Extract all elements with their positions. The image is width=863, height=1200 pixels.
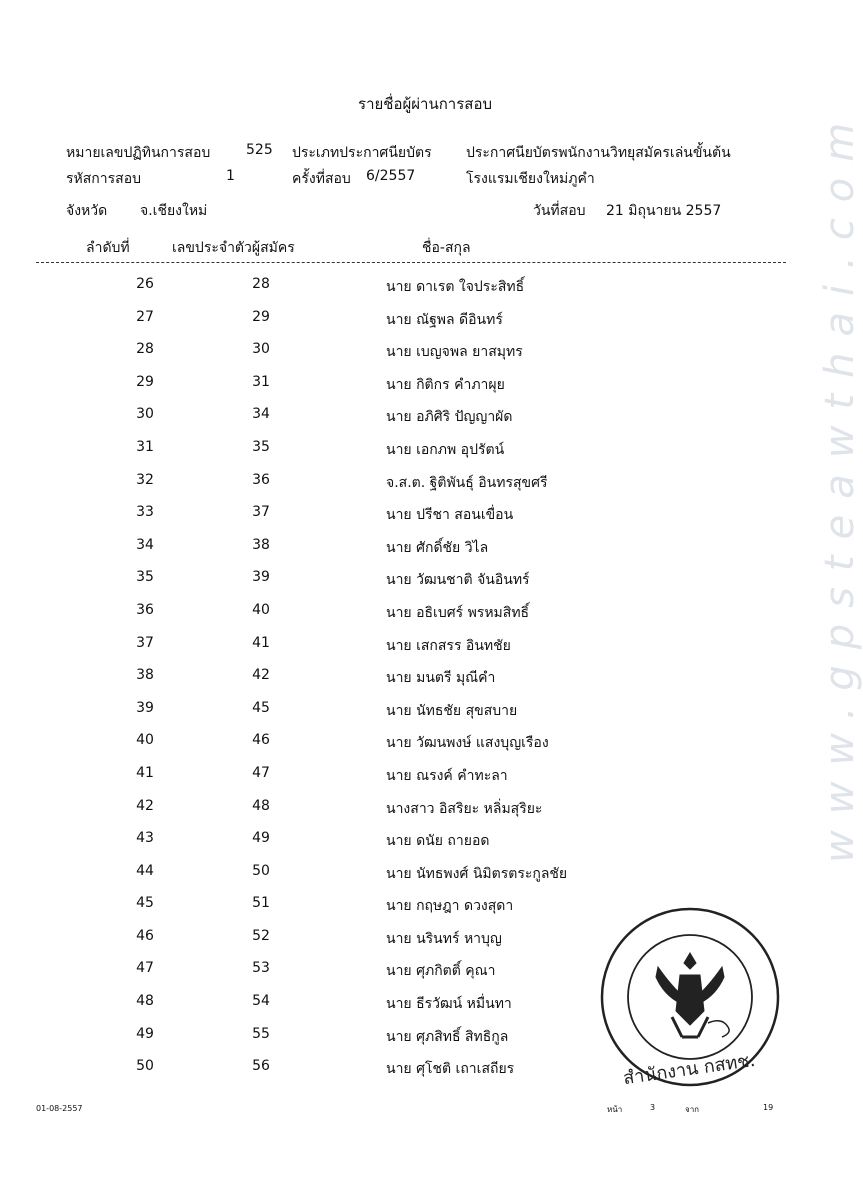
table-row bbox=[0, 400, 850, 433]
name-cell: นาย ศักดิ์ชัย วิไล bbox=[386, 539, 489, 556]
id-cell: 40 bbox=[252, 601, 270, 618]
header-divider bbox=[36, 262, 786, 263]
table-row bbox=[0, 694, 850, 727]
id-cell: 28 bbox=[252, 276, 270, 292]
name-cell: นาย นัทธชัย สุขสบาย bbox=[386, 702, 518, 719]
seq-cell: 43 bbox=[136, 830, 154, 847]
document-title: รายชื่อผู้ผ่านการสอบ bbox=[358, 95, 492, 113]
seq-cell: 45 bbox=[136, 895, 154, 912]
name-cell: นาย ณรงค์ คำทะลา bbox=[386, 767, 508, 784]
id-cell: 46 bbox=[252, 732, 270, 749]
column-header-name: ชื่อ-สกุล bbox=[422, 240, 471, 256]
name-cell: นาย นรินทร์ หาบุญ bbox=[386, 930, 502, 947]
seq-cell: 36 bbox=[136, 601, 154, 618]
seq-cell: 39 bbox=[136, 699, 154, 716]
id-cell: 49 bbox=[252, 830, 270, 847]
exam-date-value: 21 มิถุนายน 2557 bbox=[606, 203, 722, 219]
column-header-id: เลขประจำตัวผู้สมัคร bbox=[172, 240, 295, 256]
watermark-text: www.gpsteawthai.com bbox=[817, 106, 863, 863]
seq-cell: 40 bbox=[136, 732, 154, 749]
id-cell: 45 bbox=[252, 699, 270, 716]
table-row bbox=[0, 303, 850, 336]
page-label: หน้า bbox=[607, 1105, 623, 1114]
seq-cell: 31 bbox=[136, 438, 154, 455]
seq-cell: 27 bbox=[136, 308, 154, 325]
exam-code-value: 1 bbox=[226, 168, 235, 184]
id-cell: 50 bbox=[252, 862, 270, 879]
seq-cell: 33 bbox=[136, 504, 154, 521]
id-cell: 34 bbox=[252, 406, 270, 423]
name-cell: นาย ศุภกิตติ์ คุณา bbox=[386, 963, 496, 980]
id-cell: 51 bbox=[252, 895, 270, 912]
seq-cell: 38 bbox=[136, 667, 154, 684]
seq-cell: 41 bbox=[136, 764, 154, 781]
province-label: จังหวัด bbox=[66, 203, 108, 219]
exam-code-label: รหัสการสอบ bbox=[66, 171, 141, 187]
table-row bbox=[0, 792, 850, 825]
id-cell: 47 bbox=[252, 764, 270, 781]
name-cell: นาย ดนัย ถายอด bbox=[386, 833, 490, 850]
name-cell: นาย ศุโชติ เถาเสถียร bbox=[386, 1061, 515, 1078]
seq-cell: 37 bbox=[136, 634, 154, 651]
id-cell: 38 bbox=[252, 536, 270, 553]
seq-cell: 44 bbox=[136, 862, 154, 879]
table-row bbox=[0, 368, 850, 401]
seq-cell: 49 bbox=[136, 1025, 154, 1042]
id-cell: 30 bbox=[252, 341, 270, 358]
table-row bbox=[0, 498, 850, 531]
table-row bbox=[0, 857, 850, 890]
page-number: 3 bbox=[650, 1103, 656, 1112]
table-row bbox=[0, 433, 850, 466]
name-cell: นางสาว อิสริยะ หลิ่มสุริยะ bbox=[386, 800, 543, 817]
table-row bbox=[0, 661, 850, 694]
name-cell: นาย นัทธพงศ์ นิมิตรตระกูลชัย bbox=[386, 865, 568, 882]
id-cell: 37 bbox=[252, 504, 270, 521]
table-row bbox=[0, 335, 850, 368]
id-cell: 48 bbox=[252, 797, 270, 814]
seq-cell: 30 bbox=[136, 406, 154, 423]
cert-type-value: ประกาศนียบัตรพนักงานวิทยุสมัครเล่นขั้นต้น bbox=[466, 145, 731, 161]
table-row bbox=[0, 726, 850, 759]
id-cell: 36 bbox=[252, 471, 270, 488]
cert-type-label: ประเภทประกาศนียบัตร bbox=[292, 145, 432, 161]
name-cell: จ.ส.ต. ฐิติพันธุ์ อินทรสุขศรี bbox=[386, 474, 548, 491]
name-cell: นาย อภิศิริ ปัญญาผัด bbox=[386, 409, 513, 426]
table-row bbox=[0, 596, 850, 629]
table-row bbox=[0, 759, 850, 792]
seq-cell: 48 bbox=[136, 993, 154, 1010]
name-cell: นาย เบญจพล ยาสมุทร bbox=[386, 344, 523, 361]
id-cell: 35 bbox=[252, 438, 270, 455]
print-date: 01-08-2557 bbox=[36, 1104, 83, 1113]
id-cell: 42 bbox=[252, 667, 270, 684]
id-cell: 41 bbox=[252, 634, 270, 651]
seal-text: สำนักงาน กสทช. bbox=[621, 1049, 757, 1090]
seq-cell: 29 bbox=[136, 373, 154, 390]
name-cell: นาย เอกภพ อุปรัตน์ bbox=[386, 441, 505, 458]
seq-cell: 34 bbox=[136, 536, 154, 553]
exam-no-label: หมายเลขปฏิทินการสอบ bbox=[66, 145, 211, 161]
id-cell: 31 bbox=[252, 373, 270, 390]
name-cell: นาย วัฒนพงษ์ แสงบุญเรือง bbox=[386, 735, 549, 752]
table-row bbox=[0, 629, 850, 662]
garuda-emblem-icon bbox=[656, 953, 724, 1037]
name-cell: นาย ธีรวัฒน์ หมื่นทา bbox=[386, 996, 512, 1013]
table-row bbox=[0, 466, 850, 499]
id-cell: 53 bbox=[252, 960, 270, 977]
seq-cell: 35 bbox=[136, 569, 154, 586]
total-pages: 19 bbox=[763, 1103, 774, 1112]
seq-cell: 42 bbox=[136, 797, 154, 814]
name-cell: นาย ดาเรต ใจประสิทธิ์ bbox=[386, 279, 525, 295]
name-cell: นาย ศุภสิทธิ์ สิทธิกูล bbox=[386, 1028, 509, 1045]
table-row bbox=[0, 824, 850, 857]
exam-no-value: 525 bbox=[246, 142, 273, 158]
table-row bbox=[0, 563, 850, 596]
table-row bbox=[0, 270, 850, 303]
name-cell: นาย เสกสรร อินทชัย bbox=[386, 637, 511, 654]
name-cell: นาย วัฒนชาติ จันอินทร์ bbox=[386, 572, 530, 589]
round-value: 6/2557 bbox=[366, 168, 416, 184]
seq-cell: 26 bbox=[136, 276, 154, 292]
province-value: จ.เชียงใหม่ bbox=[140, 203, 208, 219]
official-seal bbox=[598, 905, 782, 1089]
seq-cell: 46 bbox=[136, 927, 154, 944]
venue: โรงแรมเชียงใหม่ภูคำ bbox=[466, 171, 595, 187]
seq-cell: 50 bbox=[136, 1058, 154, 1075]
signature-mark bbox=[708, 1021, 729, 1037]
id-cell: 55 bbox=[252, 1025, 270, 1042]
seq-cell: 47 bbox=[136, 960, 154, 977]
name-cell: นาย กิติกร คำภาผุย bbox=[386, 376, 505, 393]
seq-cell: 28 bbox=[136, 341, 154, 358]
name-cell: นาย ณัฐพล ดีอินทร์ bbox=[386, 311, 503, 328]
round-label: ครั้งที่สอบ bbox=[292, 171, 351, 187]
id-cell: 29 bbox=[252, 308, 270, 325]
of-label: จาก bbox=[685, 1105, 700, 1114]
id-cell: 56 bbox=[252, 1058, 270, 1075]
name-cell: นาย ปรีชา สอนเขื่อน bbox=[386, 507, 514, 524]
id-cell: 54 bbox=[252, 993, 270, 1010]
column-header-seq: ลำดับที่ bbox=[86, 240, 130, 256]
name-cell: นาย มนตรี มุณีคำ bbox=[386, 670, 496, 687]
id-cell: 39 bbox=[252, 569, 270, 586]
table-row bbox=[0, 531, 850, 564]
seq-cell: 32 bbox=[136, 471, 154, 488]
exam-date-label: วันที่สอบ bbox=[533, 203, 586, 219]
name-cell: นาย กฤษฎา ดวงสุดา bbox=[386, 898, 514, 915]
id-cell: 52 bbox=[252, 927, 270, 944]
name-cell: นาย อธิเบศร์ พรหมสิทธิ์ bbox=[386, 604, 530, 621]
